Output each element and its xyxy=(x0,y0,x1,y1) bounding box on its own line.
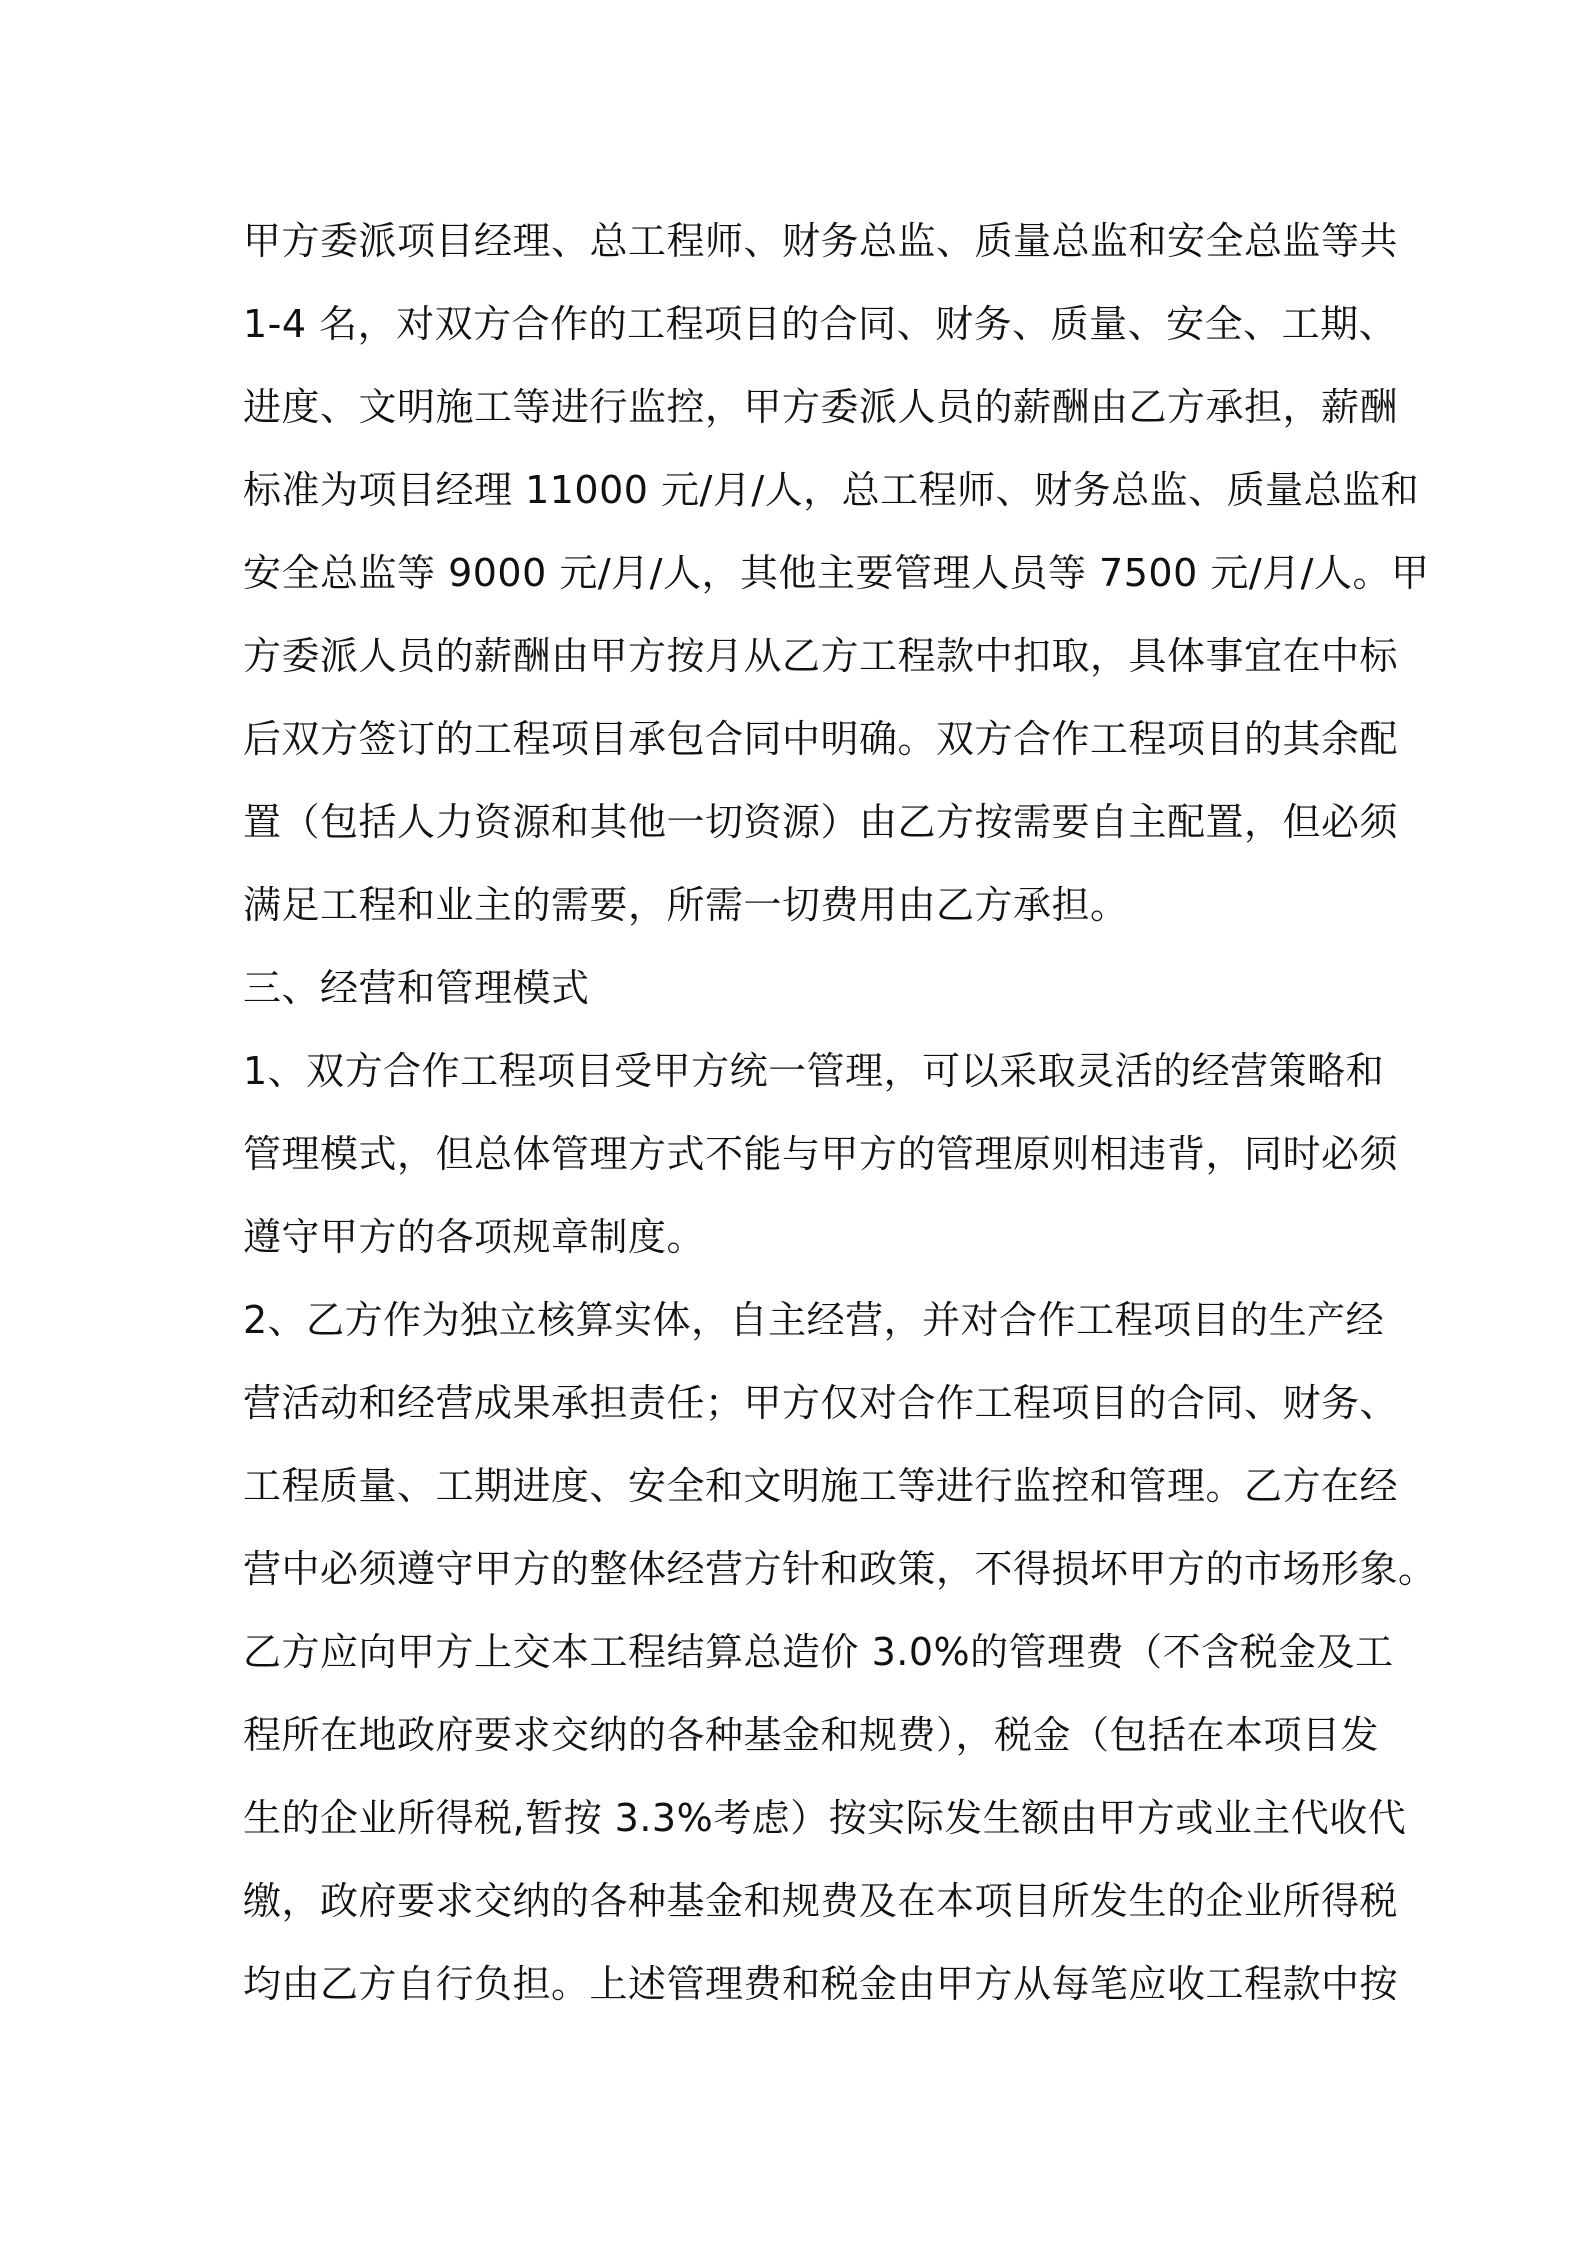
text-line: 甲方委派项目经理、总工程师、财务总监、质量总监和安全总监等共 xyxy=(243,219,1399,263)
text-line: 1、双方合作工程项目受甲方统一管理，可以采取灵活的经营策略和 xyxy=(243,1049,1385,1093)
text-line: 营活动和经营成果承担责任；甲方仅对合作工程项目的合同、财务、 xyxy=(243,1381,1399,1425)
text-line: 1-4 名，对双方合作的工程项目的合同、财务、质量、安全、工期、 xyxy=(243,302,1398,346)
text-line: 营中必须遵守甲方的整体经营方针和政策，不得损坏甲方的市场形象。 xyxy=(243,1547,1437,1591)
text-line: 标准为项目经理 11000 元/月/人，总工程师、财务总监、质量总监和 xyxy=(243,468,1420,512)
section-heading: 三、经营和管理模式 xyxy=(243,966,590,1010)
text-line: 安全总监等 9000 元/月/人，其他主要管理人员等 7500 元/月/人。甲 xyxy=(243,551,1430,595)
text-line: 程所在地政府要求交纳的各种基金和规费），税金（包括在本项目发 xyxy=(243,1713,1380,1757)
text-line: 缴，政府要求交纳的各种基金和规费及在本项目所发生的企业所得税 xyxy=(243,1879,1399,1923)
text-line: 管理模式，但总体管理方式不能与甲方的管理原则相违背，同时必须 xyxy=(243,1132,1399,1176)
text-line: 工程质量、工期进度、安全和文明施工等进行监控和管理。乙方在经 xyxy=(243,1464,1399,1508)
text-line: 均由乙方自行负担。上述管理费和税金由甲方从每笔应收工程款中按 xyxy=(243,1962,1399,2006)
text-line: 置（包括人力资源和其他一切资源）由乙方按需要自主配置，但必须 xyxy=(243,800,1399,844)
document-body xyxy=(243,200,1437,2026)
text-line: 生的企业所得税,暂按 3.3%考虑）按实际发生额由甲方或业主代收代 xyxy=(243,1796,1407,1840)
text-line: 满足工程和业主的需要，所需一切费用由乙方承担。 xyxy=(243,883,1129,927)
text-line: 进度、文明施工等进行监控，甲方委派人员的薪酬由乙方承担，薪酬 xyxy=(243,385,1399,429)
text-line: 遵守甲方的各项规章制度。 xyxy=(243,1215,706,1259)
text-line: 方委派人员的薪酬由甲方按月从乙方工程款中扣取，具体事宜在中标 xyxy=(243,634,1399,678)
text-line: 2、乙方作为独立核算实体，自主经营，并对合作工程项目的生产经 xyxy=(243,1298,1385,1342)
text-line: 乙方应向甲方上交本工程结算总造价 3.0%的管理费（不含税金及工 xyxy=(243,1630,1394,1674)
text-line: 后双方签订的工程项目承包合同中明确。双方合作工程项目的其余配 xyxy=(243,717,1399,761)
